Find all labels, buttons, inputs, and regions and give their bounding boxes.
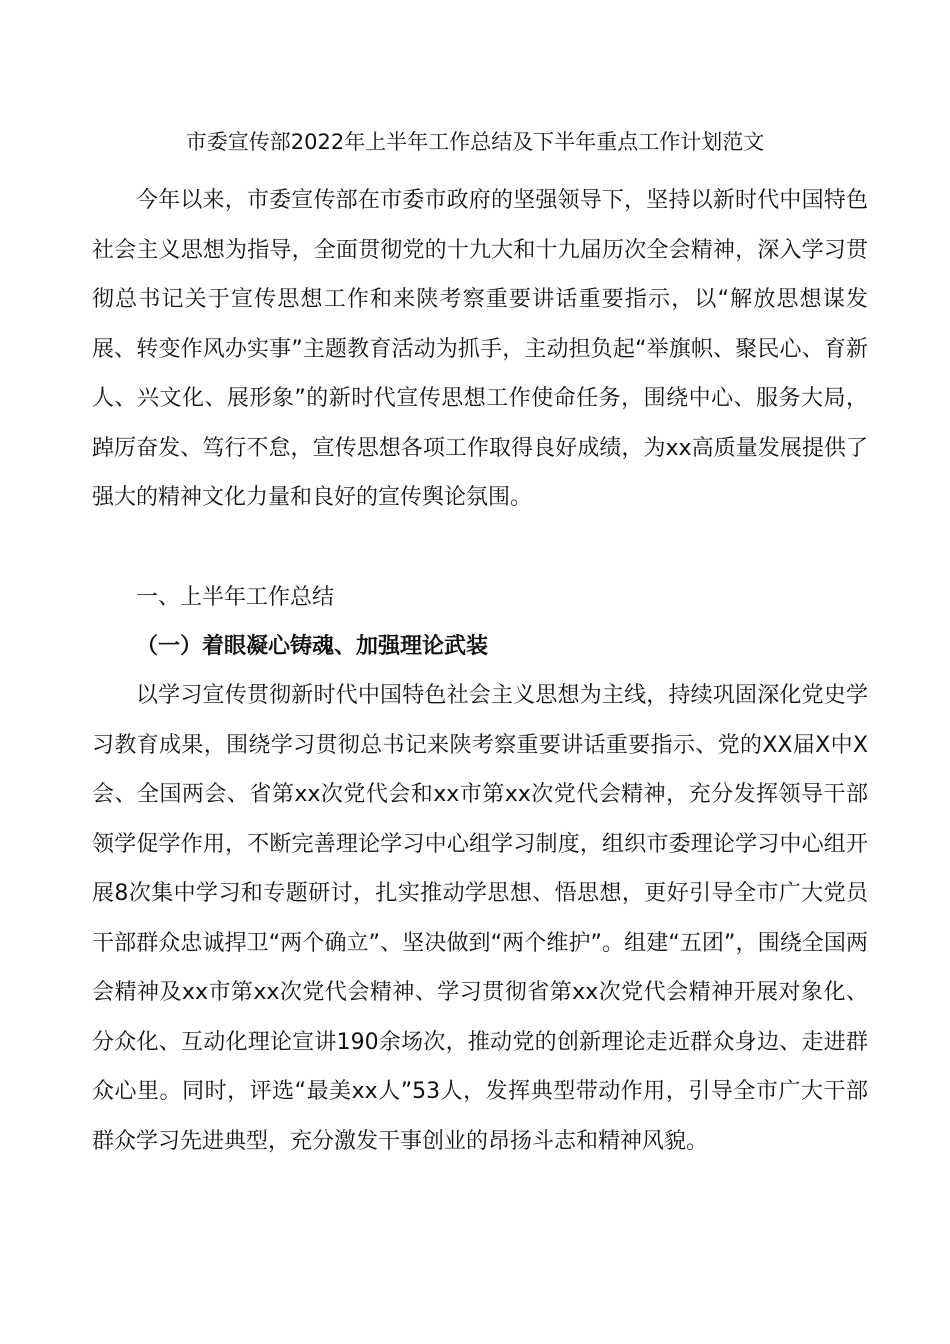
intro-paragraph: 今年以来，市委宣传部在市委市政府的坚强领导下，坚持以新时代中国特色社会主义思想为指导，全面贯彻党的十九大和十九届历次全会精神，深入学习贯彻总书记关于宣传思想工作和来陕考察重要讲话重要指示，以“解放思想谋发展、转变作风办实事”主题教育活动为抓手，主动担负起“举旗帜、聚民心、育新人、兴文化、展形象”的新时代宣传思想工作使命任务，围绕中心、服务大局，踔厉奋发、笃行不怠，宣传思想各项工作取得良好成绩，为xx高质量发展提供了强大的精神文化力量和良好的宣传舆论氛围。 <box>92 188 868 510</box>
document-title: 市委宣传部2022年上半年工作总结及下半年重点工作计划范文 <box>185 130 765 154</box>
section-heading: 一、上半年工作总结 <box>136 585 335 610</box>
subsection-heading: （一）着眼凝心铸魂、加强理论武装 <box>136 634 489 659</box>
subsection-body-paragraph: 以学习宣传贯彻新时代中国特色社会主义思想为主线，持续巩固深化党史学习教育成果，围绕学习贯彻总书记来陕考察重要讲话重要指示、党的XX届X中X会、全国两会、省第xx次党代会和xx市第xx次党代会精神，充分发挥领导干部领学促学作用，不断完善理论学习中心组学习制度，组织市委理论学习中心组开展8次集中学习和专题研讨，扎实推动学思想、悟思想，更好引导全市广大党员干部群众忠诚捍卫“两个确立”、坚决做到“两个维护”。组建“五团”，围绕全国两会精神及xx市第xx次党代会精神、学习贯彻省第xx次党代会精神开展对象化、分众化、互动化理论宣讲190余场次，推动党的创新理论走近群众身边、走进群众心里。同时，评选“最美xx人”53人，发挥典型带动作用，引导全市广大干部群众学习先进典型，充分激发干事创业的昂扬斗志和精神风貌。 <box>92 683 868 1154</box>
